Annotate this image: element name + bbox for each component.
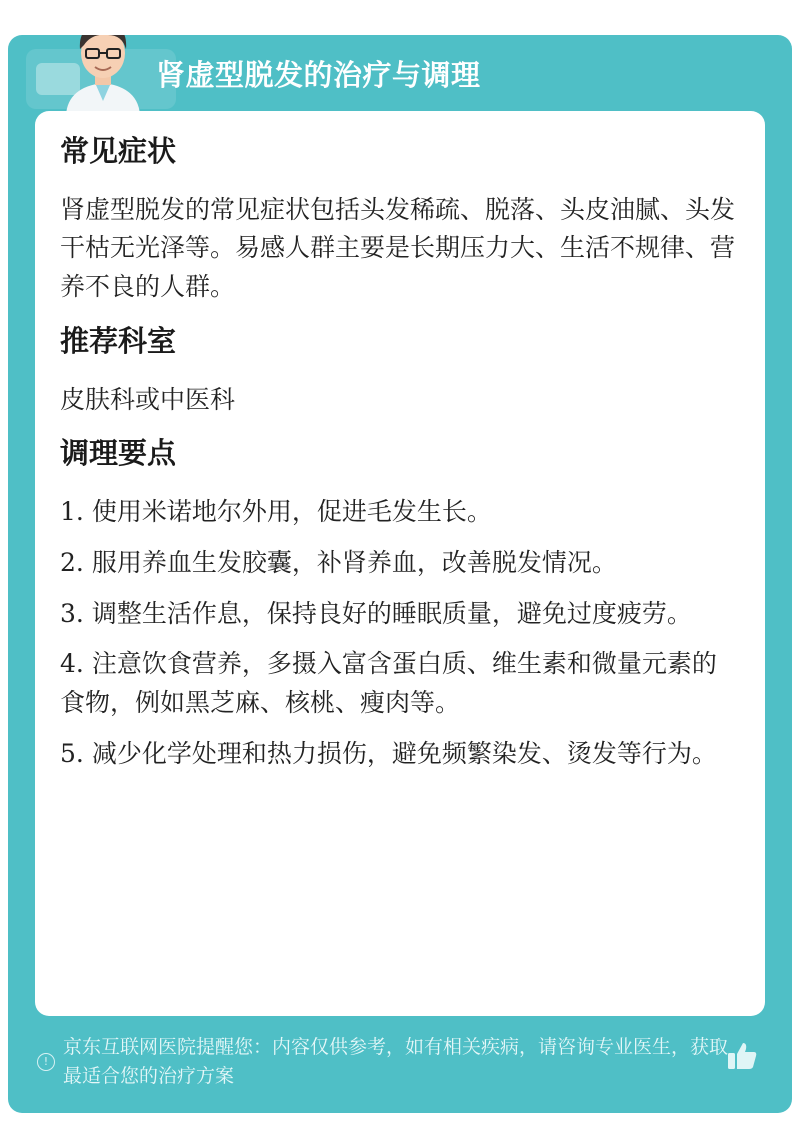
section-care-points xyxy=(60,435,740,773)
list-item-text: 减少化学处理和热力损伤，避免频繁染发、烫发等行为。 xyxy=(91,738,717,768)
list-item xyxy=(60,735,740,774)
section-title: 推荐科室 xyxy=(60,323,177,358)
list-item-number: 4. xyxy=(60,649,84,679)
list-item-text: 服用养血生发胶囊，补肾养血，改善脱发情况。 xyxy=(91,547,617,577)
list-item-text: 调整生活作息，保持良好的睡眠质量，避免过度疲劳。 xyxy=(91,598,692,628)
thumbs-up-icon[interactable] xyxy=(725,1039,759,1073)
section-department xyxy=(60,323,740,419)
list-item-number: 1. xyxy=(60,497,84,527)
list-item-text: 使用米诺地尔外用，促进毛发生长。 xyxy=(91,497,492,527)
list-item xyxy=(60,645,740,723)
section-body: 肾虚型脱发的常见症状包括头发稀疏、脱落、头皮油腻、头发干枯无光泽等。易感人群主要是长期压力大、生活不规律、营养不良的人群。 xyxy=(60,194,736,302)
section-symptoms xyxy=(60,133,740,307)
list-item xyxy=(60,544,740,583)
list-item-text: 注意饮食营养，多摄入富含蛋白质、维生素和微量元素的食物，例如黑芝麻、核桃、瘦肉等。 xyxy=(60,649,717,718)
article-card xyxy=(35,111,765,1016)
info-icon: ! xyxy=(37,1053,55,1071)
list-item-number: 3. xyxy=(60,598,84,628)
section-body: 皮肤科或中医科 xyxy=(60,384,236,414)
list-item-number: 5. xyxy=(60,738,84,768)
section-title: 常见症状 xyxy=(60,134,177,168)
list-item-number: 2. xyxy=(60,547,84,577)
disclaimer-text: 京东互联网医院提醒您：内容仅供参考，如有相关疾病，请咨询专业医生，获取最适合您的治疗方案 xyxy=(63,1036,729,1088)
footer xyxy=(8,1027,792,1107)
section-title: 调理要点 xyxy=(60,436,177,471)
doctor-avatar-icon xyxy=(48,35,158,115)
article-content xyxy=(60,133,740,786)
content-panel xyxy=(8,35,792,1113)
list-item xyxy=(60,493,740,532)
list-item xyxy=(60,595,740,634)
page-title: 肾虚型脱发的治疗与调理 xyxy=(156,58,481,92)
